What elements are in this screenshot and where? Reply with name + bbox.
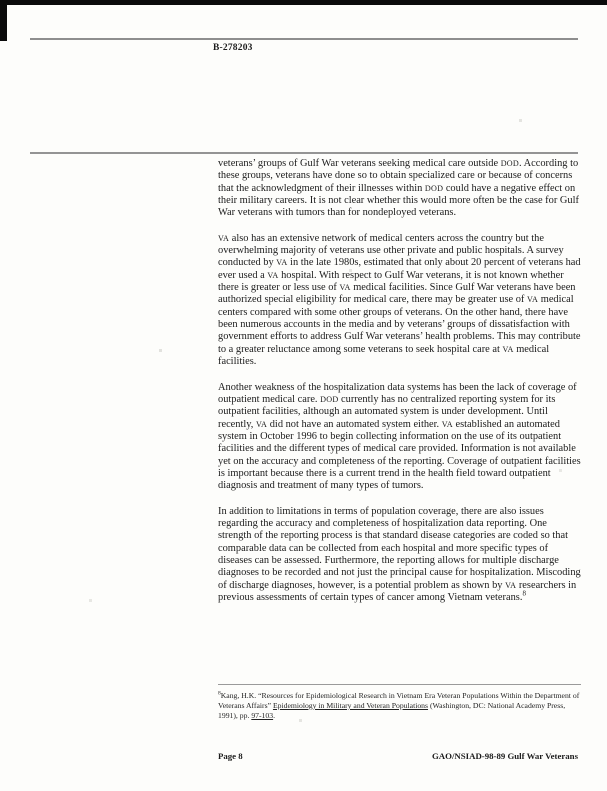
paragraph (218, 506, 581, 605)
footnote-text (218, 691, 581, 721)
header-rule (30, 38, 578, 40)
footnote-book-title: Epidemiology in Military and Veteran Populations (272, 700, 429, 710)
scan-edge-corner (0, 0, 7, 41)
page-footer (218, 751, 578, 761)
footnote-reference: 8 (522, 589, 526, 598)
body-text (218, 158, 581, 617)
footnote-citation-end: . (273, 710, 276, 720)
report-number: GAO/NSIAD-98-89 Gulf War Veterans (431, 751, 578, 761)
footnote-section (218, 684, 581, 721)
footnote-citation-middle: (Washington, DC: National Academy Press, 1991), pp. (218, 700, 566, 720)
scan-edge-top (0, 0, 607, 5)
footnote-marker: 8 (218, 690, 221, 697)
footnote-page-range: 97-103 (251, 710, 274, 720)
footnote-rule (218, 684, 581, 685)
page-number: Page 8 (218, 751, 243, 761)
section-divider-rule (30, 152, 578, 154)
paragraph: veterans’ groups of Gulf War veterans seeking medical care outside DOD. According to these groups, veterans have done so to obtain specialized care or because of concerns that the acknowledgment of their illnesses within DOD could have a negative effect on their military careers. It is not clear whether this would more often be the case for Gulf War veterans with tumors than for nondeployed veterans. (218, 158, 579, 219)
footnote-citation-start: Kang, H.K. “Resources for Epidemiological Research in Vietnam Era Veteran Populations Within the Department of Veterans Affairs” (218, 691, 580, 710)
paragraph-text: In addition to limitations in terms of population coverage, there are also issues regarding the accuracy and completeness of hospitalization data reporting. One strength of the reporting process is that standard disease categories are coded so that comparable data can be collected from each hospital and more specific types of diseases can be assessed. Furthermore, the reporting allows for multiple discharge diagnoses to be recorded and not just the principal cause for hospitalization. Miscoding of discharge diagnoses, however, is a potential problem as shown by VA researchers in previous assessments of certain types of cancer among Vietnam veterans. (218, 505, 581, 603)
document-number: B-278203 (213, 43, 253, 53)
paragraph: VA also has an extensive network of medical centers across the country but the overwhelming majority of veterans use other private and public hospitals. A survey conducted by VA in the late 1980s, estimated that only about 20 percent of veterans had ever used a VA hospital. With respect to Gulf War veterans, it is not known whether there is greater or less use of VA medical facilities. Since Gulf War veterans have been authorized special eligibility for medical care, there may be greater use of VA medical centers compared with some other groups of veterans. On the other hand, there have been numerous accounts in the media and by veterans’ groups of dissatisfaction with government efforts to address Gulf War veterans’ health problems. This may contribute to a greater reluctance among some veterans to seek hospital care at VA medical facilities. (218, 232, 581, 368)
paragraph: Another weakness of the hospitalization data systems has been the lack of coverage of outpatient medical care. DOD currently has no centralized reporting system for its outpatient facilities, although an automated system is under development. Until recently, VA did not have an automated system either. VA established an automated system in October 1996 to begin collecting information on the use of its outpatient facilities and the different types of medical care provided. Information is not available yet on the accuracy and completeness of the reporting. Coverage of outpatient facilities is important because there is a current trend in the health field toward outpatient diagnosis and treatment of many types of tumors. (218, 381, 581, 492)
